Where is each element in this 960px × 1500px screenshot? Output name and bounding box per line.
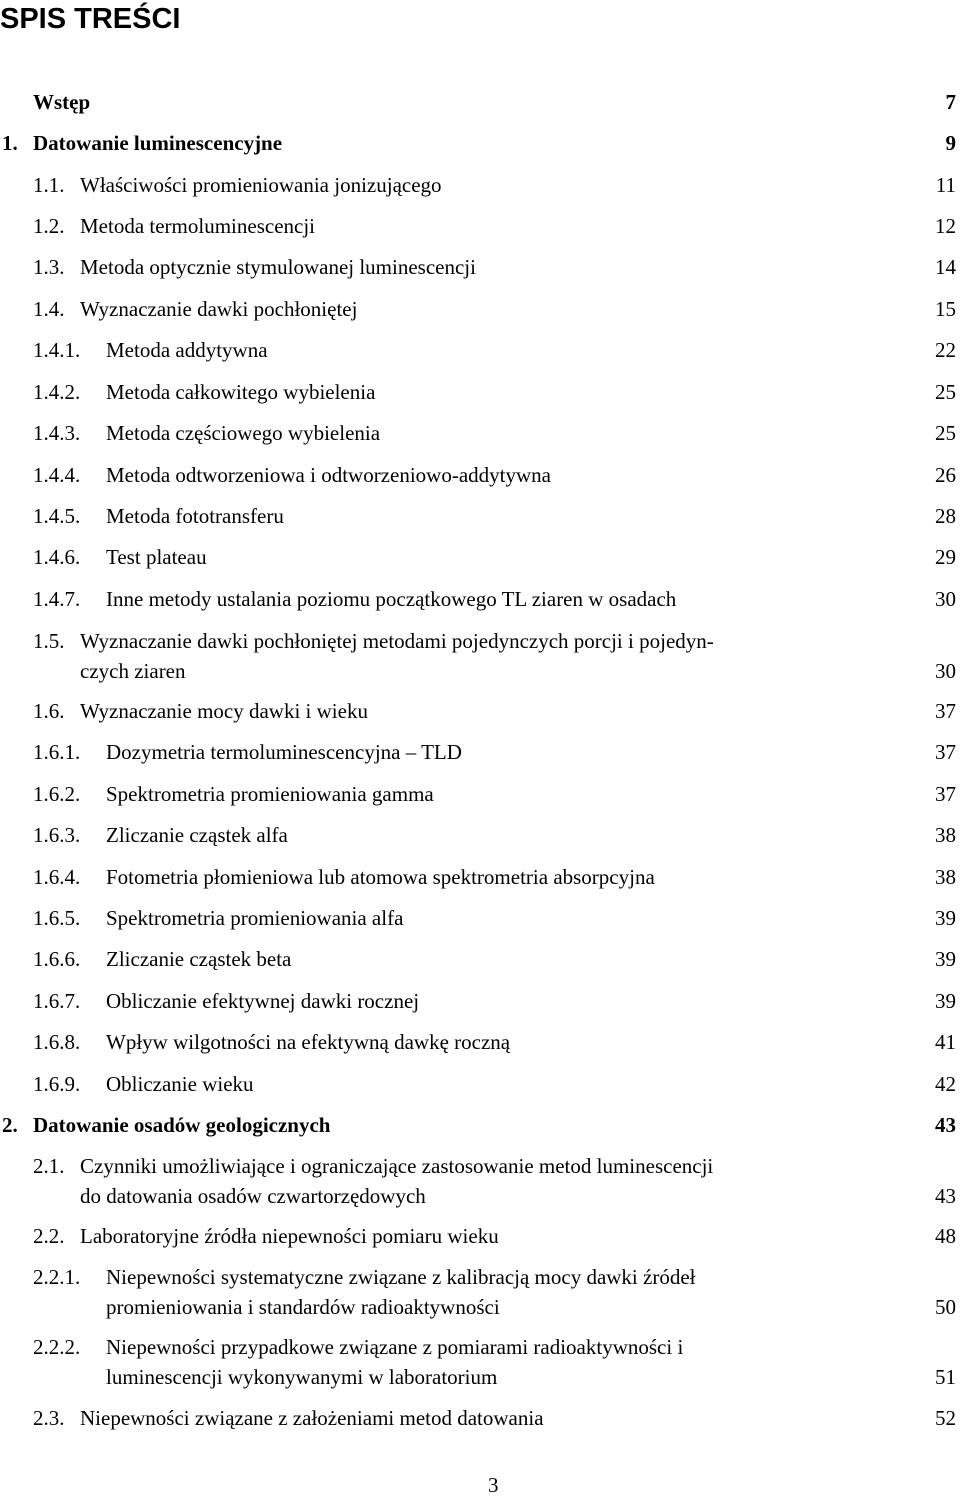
toc-entry-number: 1.6.1. bbox=[33, 740, 81, 764]
toc-entry bbox=[0, 1332, 960, 1392]
toc-entry-title: Wyznaczanie dawki pochłoniętej metodami pojedynczych porcji i pojedyn- bbox=[80, 629, 714, 653]
toc-entry-title: Fotometria płomieniowa lub atomowa spektrometria absorpcyjna bbox=[106, 865, 655, 889]
toc-entry-title: Metoda fototransferu bbox=[106, 504, 284, 528]
toc-entry-page-number: 38 bbox=[935, 823, 956, 847]
toc-entry-page-number: 52 bbox=[935, 1406, 956, 1430]
toc-entry-page-number: 25 bbox=[935, 380, 956, 404]
toc-entry bbox=[0, 128, 960, 158]
toc-entry-title-continuation: promieniowania i standardów radioaktywności bbox=[106, 1295, 500, 1319]
toc-entry-number: 1. bbox=[2, 131, 18, 155]
toc-entry bbox=[0, 1403, 960, 1433]
toc-entry-page-number: 28 bbox=[935, 504, 956, 528]
toc-entry bbox=[0, 335, 960, 365]
toc-entry-page-number: 7 bbox=[945, 90, 956, 114]
toc-entry-page-number: 30 bbox=[935, 659, 956, 683]
toc-entry-number: 1.3. bbox=[33, 255, 65, 279]
toc-entry bbox=[0, 542, 960, 572]
toc-entry bbox=[0, 626, 960, 686]
toc-entry bbox=[0, 1027, 960, 1057]
toc-entry-number: 1.2. bbox=[33, 214, 65, 238]
toc-entry-page-number: 14 bbox=[935, 255, 956, 279]
toc-entry-number: 2.2.2. bbox=[33, 1335, 81, 1359]
toc-entry bbox=[0, 460, 960, 490]
toc-entry bbox=[0, 1069, 960, 1099]
toc-entry bbox=[0, 696, 960, 726]
toc-entry-number: 2.2. bbox=[33, 1224, 65, 1248]
toc-entry-page-number: 42 bbox=[935, 1072, 956, 1096]
toc-entry-title: Zliczanie cząstek alfa bbox=[106, 823, 288, 847]
toc-entry bbox=[0, 294, 960, 324]
toc-entry-page-number: 29 bbox=[935, 545, 956, 569]
toc-entry-title: Czynniki umożliwiające i ograniczające zastosowanie metod luminescencji bbox=[80, 1154, 714, 1178]
toc-entry-page-number: 37 bbox=[935, 782, 956, 806]
toc-entry bbox=[0, 737, 960, 767]
toc-entry-title: Datowanie luminescencyjne bbox=[33, 131, 283, 155]
toc-entry-number: 1.6.2. bbox=[33, 782, 81, 806]
page-number: 3 bbox=[488, 1473, 499, 1497]
toc-entry-number: 1.4. bbox=[33, 297, 65, 321]
toc-entry-title: Niepewności związane z założeniami metod datowania bbox=[80, 1406, 544, 1430]
toc-entry bbox=[0, 903, 960, 933]
toc-entry bbox=[0, 170, 960, 200]
toc-entry bbox=[0, 252, 960, 282]
toc-entry bbox=[0, 1221, 960, 1251]
toc-entry-page-number: 43 bbox=[935, 1184, 956, 1208]
toc-entry-title: Obliczanie wieku bbox=[106, 1072, 254, 1096]
toc-entry-title: Wyznaczanie dawki pochłoniętej bbox=[80, 297, 358, 321]
toc-entry-page-number: 43 bbox=[935, 1113, 956, 1137]
toc-entry-title: Metoda termoluminescencji bbox=[80, 214, 316, 238]
toc-entry bbox=[0, 501, 960, 531]
toc-entry-title: Spektrometria promieniowania gamma bbox=[106, 782, 434, 806]
toc-entry-title: Datowanie osadów geologicznych bbox=[33, 1113, 331, 1137]
toc-entry-title-continuation: luminescencji wykonywanymi w laboratorium bbox=[106, 1365, 498, 1389]
toc-entry bbox=[0, 584, 960, 614]
toc-entry bbox=[0, 862, 960, 892]
toc-entry-title: Metoda odtworzeniowa i odtworzeniowo-addytywna bbox=[106, 463, 551, 487]
toc-entry-title: Niepewności przypadkowe związane z pomiarami radioaktywności i bbox=[106, 1335, 684, 1359]
toc-entry-title: Laboratoryjne źródła niepewności pomiaru wieku bbox=[80, 1224, 499, 1248]
toc-entry-page-number: 9 bbox=[945, 131, 956, 155]
toc-entry-number: 1.6.8. bbox=[33, 1030, 81, 1054]
toc-entry-title: Właściwości promieniowania jonizującego bbox=[80, 173, 442, 197]
toc-entry-number: 1.6.4. bbox=[33, 865, 81, 889]
toc-entry-page-number: 39 bbox=[935, 989, 956, 1013]
toc-entry-number: 2. bbox=[2, 1113, 18, 1137]
toc-entry-number: 1.6.9. bbox=[33, 1072, 81, 1096]
toc-entry-number: 1.4.7. bbox=[33, 587, 81, 611]
toc-entry-title: Niepewności systematyczne związane z kalibracją mocy dawki źródeł bbox=[106, 1265, 696, 1289]
toc-entry-title: Obliczanie efektywnej dawki rocznej bbox=[106, 989, 420, 1013]
toc-entry-page-number: 38 bbox=[935, 865, 956, 889]
toc-entry-page-number: 41 bbox=[935, 1030, 956, 1054]
toc-entry-title: Test plateau bbox=[106, 545, 207, 569]
toc-entry bbox=[0, 418, 960, 448]
toc-entry-number: 1.6.6. bbox=[33, 947, 81, 971]
toc-entry-page-number: 48 bbox=[935, 1224, 956, 1248]
toc-entry-title-continuation: do datowania osadów czwartorzędowych bbox=[80, 1184, 426, 1208]
toc-entry-page-number: 50 bbox=[935, 1295, 956, 1319]
toc-entry-number: 1.1. bbox=[33, 173, 65, 197]
toc-entry-title: Wpływ wilgotności na efektywną dawkę roczną bbox=[106, 1030, 511, 1054]
toc-entry-number: 1.4.1. bbox=[33, 338, 81, 362]
toc-entry-page-number: 26 bbox=[935, 463, 956, 487]
toc-entry-number: 1.4.2. bbox=[33, 380, 81, 404]
toc-entry-number: 1.4.6. bbox=[33, 545, 81, 569]
toc-entry-page-number: 37 bbox=[935, 740, 956, 764]
toc-entry bbox=[0, 779, 960, 809]
toc-entry-title-continuation: czych ziaren bbox=[80, 659, 186, 683]
toc-entry-page-number: 11 bbox=[935, 173, 956, 197]
toc-entry-number: 1.4.3. bbox=[33, 421, 81, 445]
toc-entry-number: 1.6.3. bbox=[33, 823, 81, 847]
toc-entry bbox=[0, 1262, 960, 1322]
toc-entry-title: Wstęp bbox=[33, 90, 91, 114]
toc-entry bbox=[0, 211, 960, 241]
toc-entry-page-number: 25 bbox=[935, 421, 956, 445]
toc-entry-title: Metoda częściowego wybielenia bbox=[106, 421, 381, 445]
toc-entry-number: 1.4.4. bbox=[33, 463, 81, 487]
toc-entry-page-number: 39 bbox=[935, 906, 956, 930]
toc-entry bbox=[0, 1110, 960, 1140]
toc-entry-title: Metoda addytywna bbox=[106, 338, 268, 362]
toc-entry-page-number: 37 bbox=[935, 699, 956, 723]
toc-entry bbox=[0, 986, 960, 1016]
toc-entry-number: 2.3. bbox=[33, 1406, 65, 1430]
toc-entry-number: 1.5. bbox=[33, 629, 65, 653]
toc-entry-number: 1.6.7. bbox=[33, 989, 81, 1013]
toc-entry-page-number: 39 bbox=[935, 947, 956, 971]
toc-entry-number: 2.1. bbox=[33, 1154, 65, 1178]
toc-entry bbox=[0, 87, 960, 117]
toc-entry-title: Zliczanie cząstek beta bbox=[106, 947, 292, 971]
toc-entry-title: Spektrometria promieniowania alfa bbox=[106, 906, 404, 930]
toc-entry-title: Metoda całkowitego wybielenia bbox=[106, 380, 376, 404]
toc-entry-number: 2.2.1. bbox=[33, 1265, 81, 1289]
toc-entry bbox=[0, 1151, 960, 1211]
toc-entry-page-number: 30 bbox=[935, 587, 956, 611]
toc-entry-number: 1.6.5. bbox=[33, 906, 81, 930]
toc-entry-number: 1.4.5. bbox=[33, 504, 81, 528]
toc-entry-title: Wyznaczanie mocy dawki i wieku bbox=[80, 699, 368, 723]
toc-entry bbox=[0, 377, 960, 407]
page-heading: SPIS TREŚCI bbox=[0, 3, 181, 35]
toc-entry-page-number: 12 bbox=[935, 214, 956, 238]
toc-entry-title: Dozymetria termoluminescencyjna – TLD bbox=[106, 740, 462, 764]
toc-entry-page-number: 15 bbox=[935, 297, 956, 321]
toc-entry bbox=[0, 820, 960, 850]
toc-entry-number: 1.6. bbox=[33, 699, 65, 723]
toc-entry-title: Metoda optycznie stymulowanej luminescencji bbox=[80, 255, 476, 279]
toc-entry-page-number: 22 bbox=[935, 338, 956, 362]
toc-entry-page-number: 51 bbox=[935, 1365, 956, 1389]
toc-entry-title: Inne metody ustalania poziomu początkowego TL ziaren w osadach bbox=[106, 587, 677, 611]
toc-entry bbox=[0, 944, 960, 974]
